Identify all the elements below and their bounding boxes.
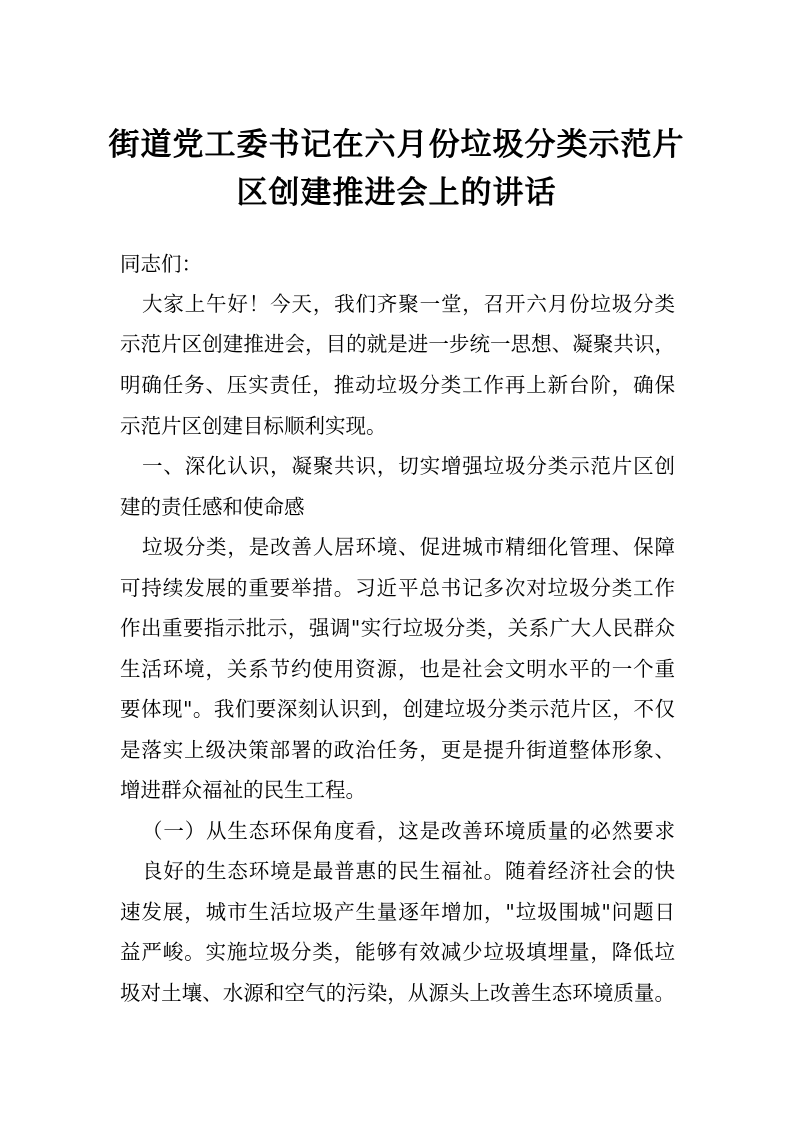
- paragraph-line: 益严峻。实施垃圾分类，能够有效减少垃圾填埋量，降低垃: [120, 940, 675, 964]
- paragraph-line: 示范片区创建目标顺利实现。: [120, 414, 387, 438]
- section-heading-line: 一、深化认识，凝聚共识，切实增强垃圾分类示范片区创: [142, 454, 675, 478]
- paragraph-line: 圾对土壤、水源和空气的污染，从源头上改善生态环境质量。: [120, 981, 675, 1005]
- paragraph-line: 增进群众福祉的民生工程。: [120, 778, 366, 802]
- paragraph-line: 速发展，城市生活垃圾产生量逐年增加，"垃圾围城"问题日: [120, 900, 675, 924]
- paragraph-line: 作出重要指示批示，强调"实行垃圾分类，关系广大人民群众: [120, 616, 675, 640]
- paragraph-line: 良好的生态环境是最普惠的民生福祉。随着经济社会的快: [142, 859, 675, 883]
- paragraph-line: 垃圾分类，是改善人居环境、促进城市精细化管理、保障: [142, 535, 675, 559]
- paragraph-line: 示范片区创建推进会，目的就是进一步统一思想、凝聚共识，: [120, 332, 675, 356]
- subsection-heading: （一）从生态环保角度看，这是改善环境质量的必然要求: [142, 819, 675, 843]
- salutation: 同志们：: [120, 252, 202, 276]
- document-title-line-1: 街道党工委书记在六月份垃圾分类示范片: [108, 127, 685, 163]
- paragraph-line: 明确任务、压实责任，推动垃圾分类工作再上新台阶，确保: [120, 373, 675, 397]
- document-title-line-2: 区创建推进会上的讲话: [236, 175, 557, 211]
- paragraph-line: 大家上午好！今天，我们齐聚一堂，召开六月份垃圾分类: [142, 292, 675, 316]
- paragraph-line: 生活环境，关系节约使用资源，也是社会文明水平的一个重: [120, 657, 675, 681]
- paragraph-line: 要体现"。我们要深刻认识到，创建垃圾分类示范片区，不仅: [120, 697, 675, 721]
- paragraph-line: 是落实上级决策部署的政治任务，更是提升街道整体形象、: [120, 738, 675, 762]
- paragraph-line: 可持续发展的重要举措。习近平总书记多次对垃圾分类工作: [120, 576, 675, 600]
- section-heading-line: 建的责任感和使命感: [120, 495, 305, 519]
